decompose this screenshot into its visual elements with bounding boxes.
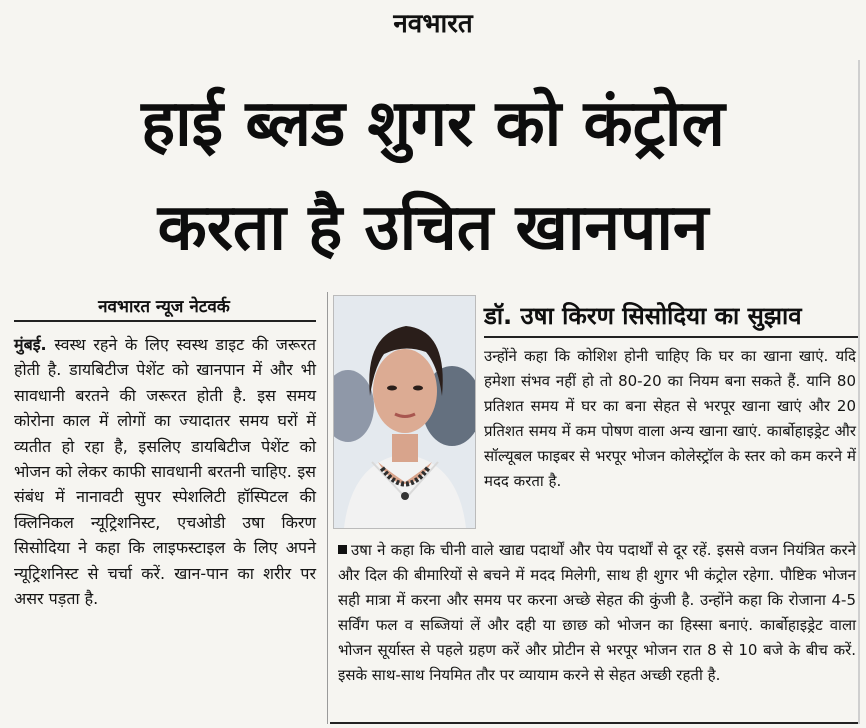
portrait-illustration bbox=[334, 296, 475, 528]
column-divider bbox=[327, 292, 328, 724]
bottom-paragraph-text: उषा ने कहा कि चीनी वाले खाद्य पदार्थों और पेय पदार्थों से दूर रहें. इससे वजन नियंत्रित करने और दिल की बीमारियों से बचने में मदद मिलेगी, साथ ही शुगर भी कंट्रोल रहेगा. पौष्टिक भोजन सही मात्रा में करना और समय पर करना अच्छे सेहत की कुंजी है. उन्होंने कहा कि रोजाना 4-5 सर्विंग फल व सब्जियां लें और दही या छाछ को भोजन का हिस्सा बनाएं. कार्बोहाइड्रेट वाला भोजन सूर्यास्त से पहले ग्रहण करें और प्रोटीन से भरपूर भोजन रात 8 से 10 बजे के बीच करें. इसके साथ-साथ नियमित तौर पर व्यायाम करने से सेहत अच्छी रहती है. bbox=[338, 541, 857, 684]
sidebar-title-rule bbox=[484, 336, 860, 338]
byline-rule bbox=[14, 320, 316, 322]
bottom-paragraph bbox=[338, 538, 856, 688]
sidebar-title: डॉ. उषा किरण सिसोदिया का सुझाव bbox=[484, 302, 802, 330]
portrait-photo bbox=[333, 295, 476, 529]
article-left-column bbox=[14, 332, 316, 611]
page-edge bbox=[858, 60, 860, 724]
headline-line-2: करता है उचित खानपान bbox=[157, 191, 709, 265]
sidebar-paragraph: उन्होंने कहा कि कोशिश होनी चाहिए कि घर का खाना खाएं. यदि हमेशा संभव नहीं हो तो 80-20 का नियम बना सकते हैं. यानि 80 प्रतिशत समय में घर का बना सेहत से भरपूर खाना खाएं और 20 प्रतिशत समय में कम पोषण वाला अन्य खाना खाएं. कार्बोहाइड्रेट और सॉल्यूबल फाइबर से भरपूर भोजन कोलेस्ट्रॉल के स्तर को कम करने में मदद करता है. bbox=[484, 347, 856, 490]
headline-line-1: हाई ब्लड शुगर को कंट्रोल bbox=[141, 87, 725, 161]
masthead: नवभारत bbox=[393, 9, 473, 39]
byline: नवभारत न्यूज नेटवर्क bbox=[98, 297, 230, 317]
left-column-body: स्वस्थ रहने के लिए स्वस्थ डाइट की जरूरत होती है. डायबिटीज पेशेंट को खानपान में और भी सावधानी बरतने की जरूरत होती है. इस समय कोरोना काल में लोगों का ज्यादातर समय घरों में व्यतीत हो रहा है, इसलिए डायबिटीज पेशेंट को भोजन को लेकर काफी सावधानी बरतनी चाहिए. इस संबंध में नानावटी सुपर स्पेशलिटी हॉस्पिटल की क्लिनिकल न्यूट्रिशनिस्ट, एचओडी उषा किरण सिसोदिया ने कहा कि लाइफस्टाइल के लिए अपने न्यूट्रिशनिस्ट से चर्चा करें. खान-पान का शरीर पर असर पड़ता है. bbox=[14, 335, 317, 609]
dateline: मुंबई. bbox=[14, 335, 47, 354]
bullet-icon bbox=[338, 545, 347, 554]
bottom-rule bbox=[330, 722, 860, 724]
